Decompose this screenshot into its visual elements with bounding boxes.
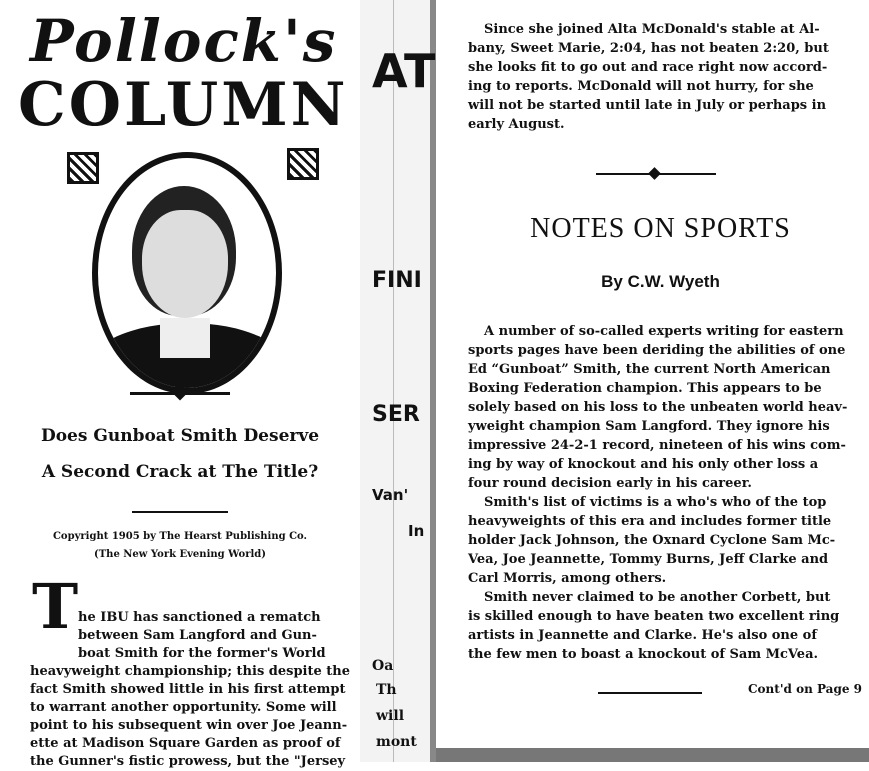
article-line: yweight champion Sam Langford. They ignore his bbox=[468, 419, 830, 434]
article-line: she looks fit to go out and race right now accord- bbox=[468, 60, 828, 75]
bg-fragment: FINI bbox=[372, 268, 422, 293]
source-line: (The New York Evening World) bbox=[94, 549, 266, 560]
article-line: ing to reports. McDonald will not hurry, for she bbox=[468, 79, 814, 94]
right-top-paragraph bbox=[468, 20, 863, 134]
bg-fragment: SER bbox=[372, 402, 420, 427]
ornament-icon bbox=[67, 152, 99, 184]
bg-fragment: Oa bbox=[372, 658, 394, 674]
columnist-portrait bbox=[92, 152, 282, 394]
article-line: early August. bbox=[468, 117, 565, 132]
article-line: between Sam Langford and Gun- bbox=[78, 628, 317, 643]
article-line: ing by way of knockout and his only other loss a bbox=[468, 457, 819, 472]
page-shadow bbox=[430, 0, 436, 762]
article-line: Carl Morris, among others. bbox=[468, 571, 667, 586]
article-line: sports pages have been deriding the abilities of one bbox=[468, 343, 846, 358]
article-line: ette at Madison Square Garden as proof of bbox=[30, 736, 341, 751]
left-article-body bbox=[30, 609, 350, 771]
article-line: Vea, Joe Jeannette, Tommy Burns, Jeff Clarke and bbox=[468, 552, 829, 567]
column-divider bbox=[393, 0, 394, 762]
copyright-line: Copyright 1905 by The Hearst Publishing Co. bbox=[52, 531, 308, 542]
article-line: A number of so-called experts writing for eastern bbox=[484, 324, 844, 339]
article-line: artists in Jeannette and Clarke. He's also one of bbox=[468, 628, 817, 643]
article-line: fact Smith showed little in his first attempt bbox=[30, 682, 346, 697]
article-line: Ed “Gunboat” Smith, the current North American bbox=[468, 362, 831, 377]
article-line: boat Smith for the former's World bbox=[78, 646, 326, 661]
article-line: Smith never claimed to be another Corbett, but bbox=[484, 590, 831, 605]
ornament-icon bbox=[287, 148, 319, 180]
article-line: point to his subsequent win over Joe Jeann- bbox=[30, 718, 348, 733]
article-line: the Gunner's fistic prowess, but the "Jersey bbox=[30, 754, 346, 769]
article-line: four round decision early in his career. bbox=[468, 476, 752, 491]
headline-rule bbox=[132, 511, 228, 513]
bg-fragment: AT bbox=[372, 44, 436, 98]
article-line: heavyweights of this era and includes former title bbox=[468, 514, 832, 529]
article-line: bany, Sweet Marie, 2:04, has not beaten 2:20, but bbox=[468, 41, 829, 56]
article-line: he IBU has sanctioned a rematch bbox=[78, 610, 321, 625]
notes-body bbox=[468, 322, 863, 664]
headline-line-2: A Second Crack at The Title? bbox=[41, 462, 319, 482]
article-line: to warrant another opportunity. Some will bbox=[30, 700, 337, 715]
masthead-column: COLUMN bbox=[18, 70, 349, 140]
bg-fragment: Th bbox=[376, 682, 397, 698]
page-shadow-bottom bbox=[436, 748, 869, 762]
bg-fragment: mont bbox=[376, 734, 417, 750]
background-newspaper bbox=[360, 0, 430, 762]
article-line: is skilled enough to have beaten two excellent ring bbox=[468, 609, 840, 624]
byline: By C.W. Wyeth bbox=[601, 272, 720, 291]
article-line: impressive 24-2-1 record, nineteen of his wins com- bbox=[468, 438, 846, 453]
notes-title: NOTES ON SPORTS bbox=[530, 213, 791, 244]
bottom-rule bbox=[598, 692, 702, 694]
drop-cap: T bbox=[32, 570, 79, 643]
article-line: Boxing Federation champion. This appears to be bbox=[468, 381, 822, 396]
article-line: holder Jack Johnson, the Oxnard Cyclone Sam Mc- bbox=[468, 533, 836, 548]
article-line: will not be started until late in July or perhaps in bbox=[468, 98, 827, 113]
bg-fragment: will bbox=[376, 708, 405, 724]
bg-fragment: In bbox=[408, 522, 425, 540]
masthead-pollock: Pollock's bbox=[30, 7, 338, 75]
article-line: solely based on his loss to the unbeaten world heav- bbox=[468, 400, 848, 415]
article-line: Since she joined Alta McDonald's stable at Al- bbox=[484, 22, 820, 37]
article-line: the few men to boast a knockout of Sam McVea. bbox=[468, 647, 819, 662]
continued-link[interactable]: Cont'd on Page 9 bbox=[748, 682, 862, 696]
article-line: Smith's list of victims is a who's who of the top bbox=[484, 495, 827, 510]
bg-fragment: Van' bbox=[372, 486, 409, 504]
article-line: heavyweight championship; this despite the bbox=[30, 664, 350, 679]
headline-line-1: Does Gunboat Smith Deserve bbox=[40, 426, 320, 446]
